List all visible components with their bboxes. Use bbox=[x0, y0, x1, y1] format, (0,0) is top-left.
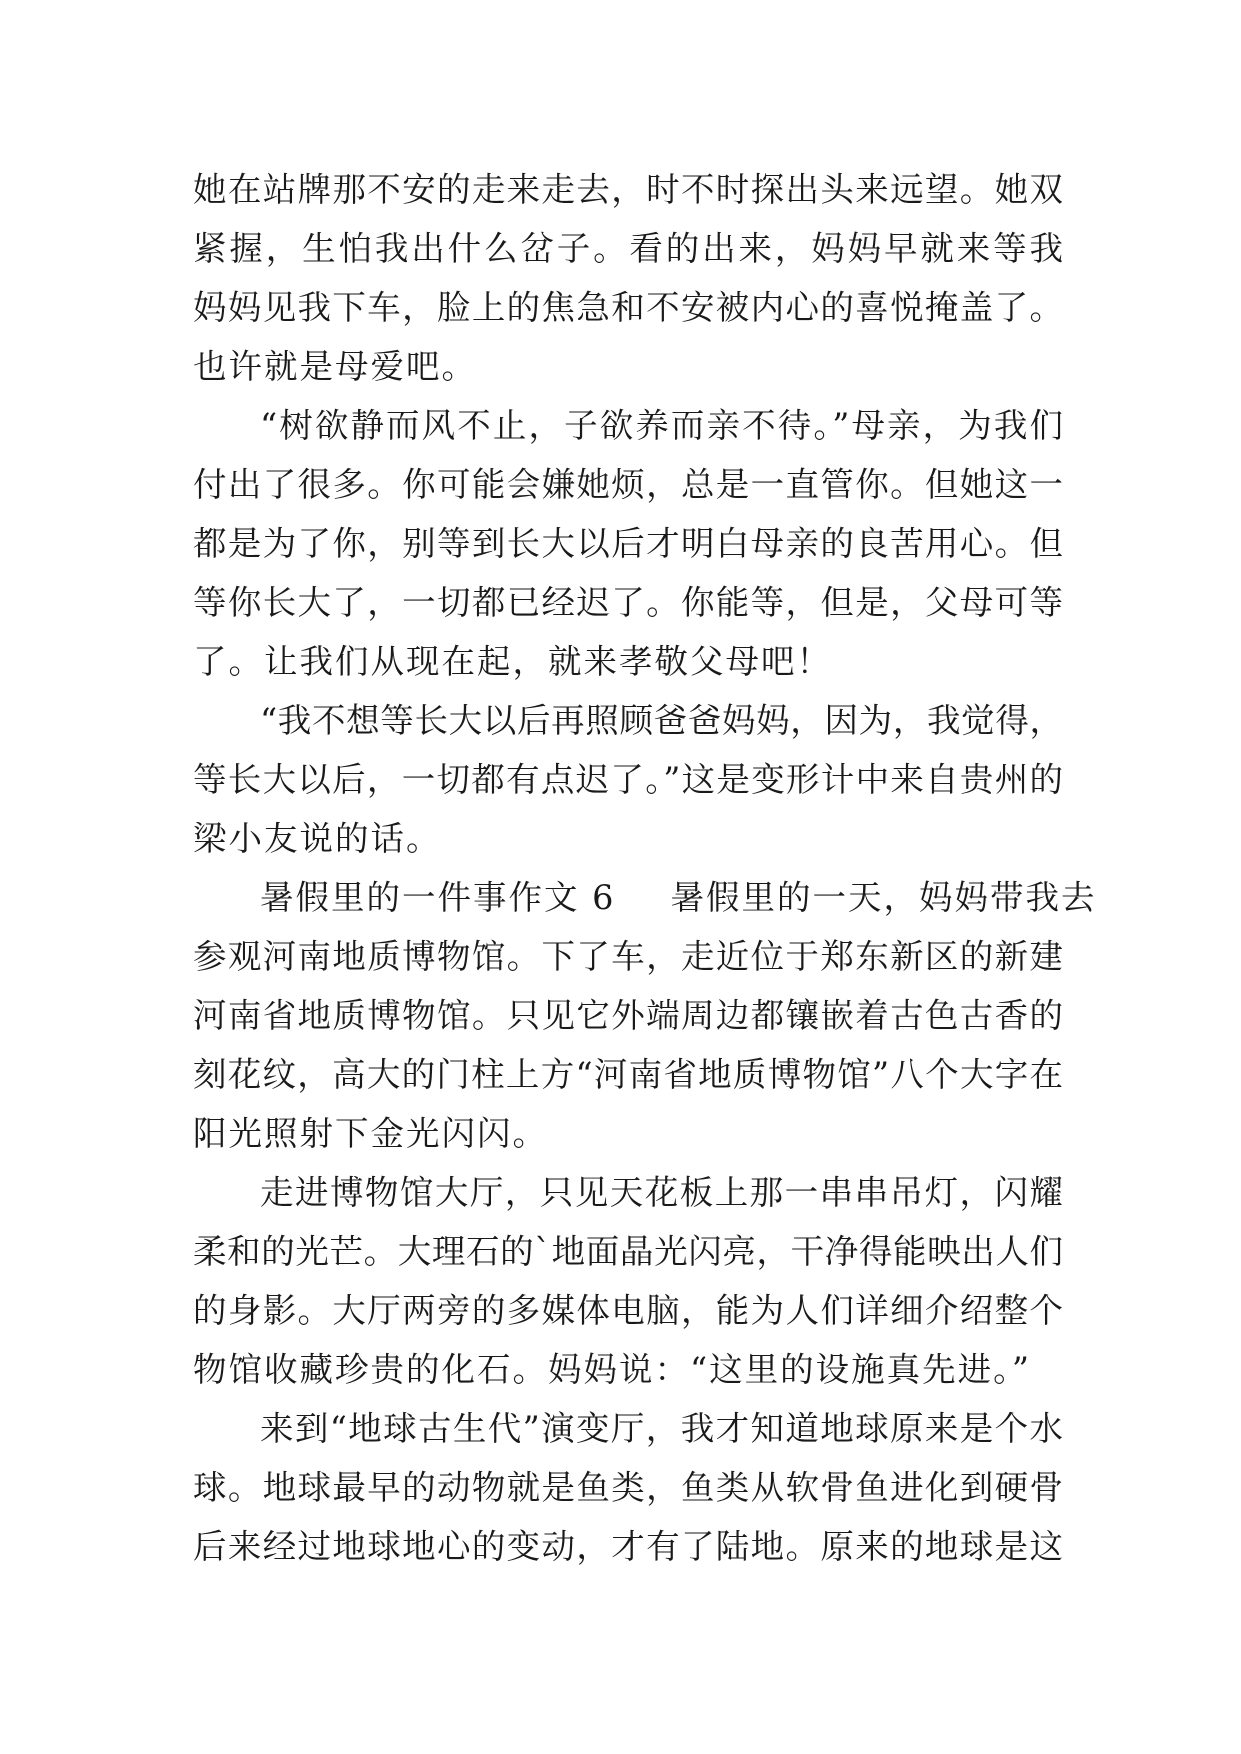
text-line: “我不想等长大以后再照顾爸爸妈妈，因为，我觉得， bbox=[260, 701, 1063, 740]
text-line: 走进博物馆大厅，只见天花板上那一串串吊灯，闪耀 bbox=[260, 1173, 1063, 1212]
text-line: 物馆收藏珍贵的化石。妈妈说：“这里的设施真先进。” bbox=[193, 1350, 1032, 1389]
text-line: 来到“地球古生代”演变厅，我才知道地球原来是个水 bbox=[260, 1409, 1063, 1448]
text-line: 球。地球最早的动物就是鱼类，鱼类从软骨鱼进化到硬骨 bbox=[193, 1468, 1063, 1507]
text-line: 阳光照射下金光闪闪。 bbox=[193, 1114, 548, 1153]
text-line: “树欲静而风不止，子欲养而亲不待。”母亲，为我们 bbox=[260, 406, 1063, 445]
essay-heading: 暑假里的一件事作文 6 bbox=[260, 878, 616, 917]
text-line: 等你长大了，一切都已经迟了。你能等，但是，父母可等 bbox=[193, 583, 1063, 622]
article-body bbox=[193, 160, 1097, 1576]
heading-line bbox=[193, 868, 1097, 927]
paragraph bbox=[193, 1163, 1063, 1399]
paragraph bbox=[193, 1399, 1063, 1576]
text-line: 付出了很多。你可能会嫌她烦，总是一直管你。但她这一 bbox=[193, 465, 1063, 504]
text-line: 妈妈见我下车，脸上的焦急和不安被内心的喜悦掩盖了。 bbox=[193, 288, 1063, 327]
text-line: 柔和的光芒。大理石的`地面晶光闪亮，干净得能映出人们 bbox=[193, 1232, 1063, 1271]
text-line: 等长大以后，一切都有点迟了。”这是变形计中来自贵州的 bbox=[193, 760, 1063, 799]
text-line: 也许就是母爱吧。 bbox=[193, 347, 477, 386]
text-line: 梁小友说的话。 bbox=[193, 819, 442, 858]
text-line: 参观河南地质博物馆。下了车，走近位于郑东新区的新建 bbox=[193, 937, 1063, 976]
text-line: 河南省地质博物馆。只见它外端周边都镶嵌着古色古香的 bbox=[193, 996, 1063, 1035]
text-line: 她在站牌那不安的走来走去，时不时探出头来远望。她双 bbox=[193, 170, 1063, 209]
paragraph bbox=[193, 160, 1063, 396]
heading-rest-text: 暑假里的一天，妈妈带我去 bbox=[670, 878, 1097, 917]
text-line: 刻花纹，高大的门柱上方“河南省地质博物馆”八个大字在 bbox=[193, 1055, 1063, 1094]
text-line: 都是为了你，别等到长大以后才明白母亲的良苦用心。但 bbox=[193, 524, 1063, 563]
text-line: 后来经过地球地心的变动，才有了陆地。原来的地球是这 bbox=[193, 1527, 1063, 1566]
paragraph bbox=[193, 396, 1063, 691]
text-line: 了。让我们从现在起，就来孝敬父母吧！ bbox=[193, 642, 832, 681]
text-line: 的身影。大厅两旁的多媒体电脑，能为人们详细介绍整个 bbox=[193, 1291, 1063, 1330]
text-line: 紧握，生怕我出什么岔子。看的出来，妈妈早就来等我 bbox=[193, 229, 1063, 268]
paragraph bbox=[193, 691, 1063, 868]
paragraph bbox=[193, 868, 1097, 1163]
